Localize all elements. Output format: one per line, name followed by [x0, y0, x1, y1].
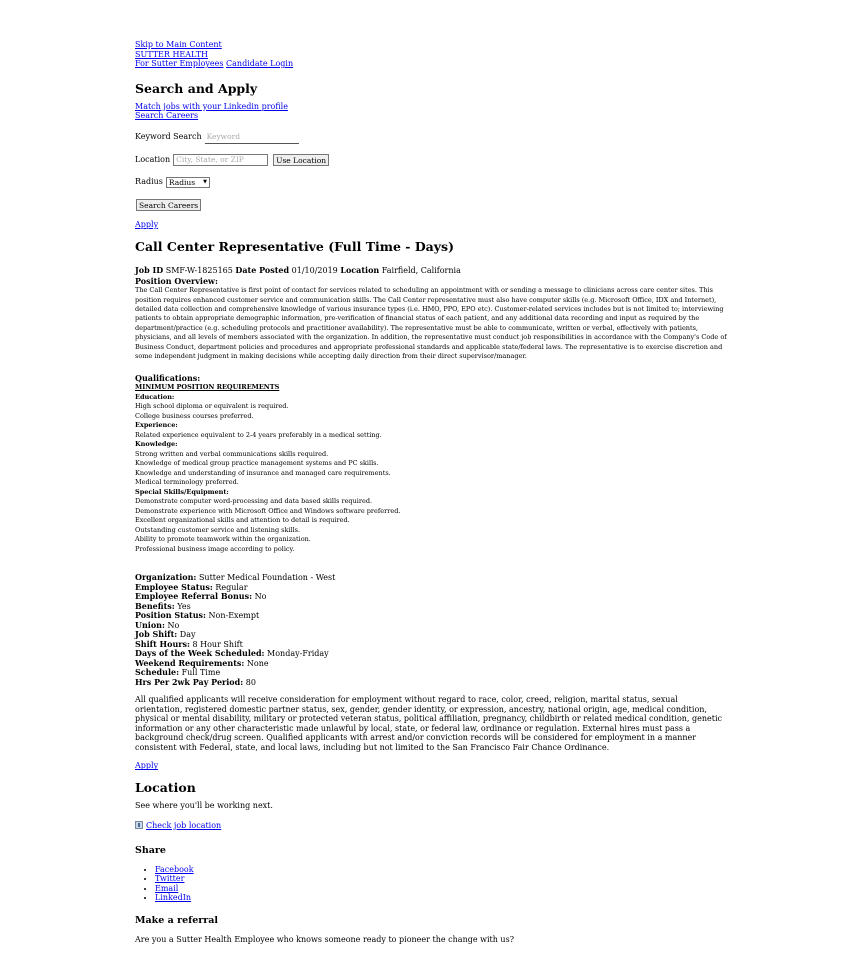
list-item: Outstanding customer service and listening skills.: [135, 525, 301, 534]
share-linkedin-link[interactable]: LinkedIn: [155, 893, 192, 903]
knowledge-label: Knowledge:: [135, 440, 178, 449]
detail-row: Position Status: Non-Exempt: [135, 610, 260, 621]
detail-row: Schedule: Full Time: [135, 667, 221, 678]
list-item: Knowledge and understanding of insurance and managed care requirements.: [135, 468, 391, 477]
candidate-login-link[interactable]: Candidate Login: [226, 59, 294, 68]
job-details: [135, 573, 727, 687]
job-location: Fairfield, California: [381, 266, 461, 276]
detail-row: Employee Status: Regular: [135, 581, 248, 592]
location-row: [135, 154, 727, 166]
search-careers-link[interactable]: Search Careers: [135, 111, 199, 120]
check-location-link[interactable]: [135, 821, 727, 831]
overview-heading: Position Overview:: [135, 276, 218, 287]
referral-text: Are you a Sutter Health Employee who knows someone ready to pioneer the change with us?: [135, 934, 514, 944]
top-nav: [135, 40, 727, 69]
brand-link[interactable]: SUTTER HEALTH: [135, 49, 209, 59]
detail-row: Benefits: Yes: [135, 600, 191, 611]
min-requirements: MINIMUM POSITION REQUIREMENTS: [135, 383, 280, 392]
detail-row: Organization: Sutter Medical Foundation - West: [135, 572, 336, 583]
location-label: Location: [135, 154, 171, 164]
date-posted-label: Date Posted: [235, 265, 290, 276]
map-icon: [135, 821, 143, 829]
qualifications-heading: Qualifications:: [135, 373, 201, 384]
share-facebook-link[interactable]: Facebook: [155, 864, 194, 874]
eeo-statement: All qualified applicants will receive consideration for employment without regard to race, color, creed, religion, marital status, sexual orientation, registered domestic partner status, sex, gender, gender identity, or expression, ancestry, national origin, age, medical condition, physical or mental disability, military or protected veteran status, political affiliation, pregnancy, childbirth or related medical condition, genetic information or any other characteristic made unlawful by local, state, or federal law, ordinance or regulation. External hires must pass a background check/drug screen. Qualified applicants with arrest and/or conviction records will be considered for employment in a manner consistent with Federal, state, and local laws, including but not limited to the San Francisco Fair Chance Ordinance.: [135, 695, 722, 752]
detail-row: Hrs Per 2wk Pay Period: 80: [135, 676, 256, 687]
skip-link[interactable]: Skip to Main Content: [135, 40, 222, 49]
keyword-row: [135, 131, 727, 144]
date-posted: 01/10/2019: [291, 266, 338, 276]
job-id-label: Job ID: [135, 265, 164, 276]
job-meta: [135, 265, 727, 276]
list-item: College business courses preferred.: [135, 411, 254, 420]
overview-text: The Call Center Representative is first point of contact for services related to scheduling an appointment with or sending a message to clinicians across care center sites. This position requires enhanced customer service and communication skills. The Call Center representative must also have computer skills (e.g. Microsoft Office, IDX and Internet), detailed data collection and comprehensive knowledge of various insurance types (i.e. HMO, PPO, EPO etc). Customer-related services includes but is not limited to; interviewing patients to obtain appropriate demographic information, pre-verification of financial status of each patient, and any additional data recording and input as required by the department/practice (e.g. scheduling protocols and practitioner availability). The representative must be able to communicate, written or verbal, effectively with patients, physicians, and all levels of members associated with the organization. In addition, the representative must conduct job responsibilities in accordance with the Company's Code of Business Conduct, department policies and procedures and appropriate professional standards and applicable state/federal laws. The representative is to exercise discretion and some independent judgment in making decisions while accepting daily direction from their direct supervisor/manager.: [135, 286, 727, 360]
search-button-row: [135, 199, 727, 211]
location-heading: Location: [135, 779, 196, 795]
radius-label: Radius: [135, 177, 163, 187]
share-heading: Share: [135, 845, 166, 857]
list-item: Ability to promote teamwork within the organization.: [135, 535, 311, 544]
check-location-label: Check job location: [146, 820, 222, 830]
keyword-input[interactable]: [205, 131, 299, 144]
detail-row: Shift Hours: 8 Hour Shift: [135, 638, 243, 649]
detail-row: Union: No: [135, 619, 180, 630]
location-meta-label: Location: [340, 265, 380, 276]
list-item: High school diploma or equivalent is required.: [135, 402, 289, 411]
list-item: Demonstrate computer word-processing and data based skills required.: [135, 497, 373, 506]
share-email-link[interactable]: Email: [155, 883, 179, 893]
linkedin-match-link[interactable]: Match jobs with your Linkedin profile: [135, 101, 288, 111]
detail-row: Weekend Requirements: None: [135, 657, 269, 668]
qualifications-list: [135, 393, 727, 555]
list-item: Knowledge of medical group practice management systems and PC skills.: [135, 459, 379, 468]
job-id: SMF-W-1825165: [165, 266, 233, 276]
detail-row: Days of the Week Scheduled: Monday-Friday: [135, 648, 329, 659]
detail-row: Employee Referral Bonus: No: [135, 591, 267, 602]
education-label: Education:: [135, 392, 175, 401]
list-item: Strong written and verbal communications skills required.: [135, 449, 329, 458]
search-links: [135, 102, 727, 121]
list-item: Related experience equivalent to 2-4 years preferably in a medical setting.: [135, 430, 382, 439]
list-item: Excellent organizational skills and attention to detail is required.: [135, 516, 350, 525]
apply-link-top[interactable]: Apply: [135, 219, 159, 229]
detail-row: Job Shift: Day: [135, 629, 196, 640]
share-twitter-link[interactable]: Twitter: [155, 874, 185, 884]
experience-label: Experience:: [135, 421, 178, 430]
radius-select[interactable]: [166, 177, 210, 188]
keyword-label: Keyword Search: [135, 132, 202, 142]
use-location-button[interactable]: Use Location: [273, 154, 329, 166]
content: [135, 40, 727, 945]
apply-link-bottom[interactable]: Apply: [135, 761, 159, 771]
search-careers-button[interactable]: Search Careers: [136, 199, 201, 211]
referral-heading: Make a referral: [135, 914, 219, 926]
list-item: Professional business image according to policy.: [135, 544, 295, 553]
location-input[interactable]: [173, 154, 268, 166]
share-list: [135, 865, 727, 903]
job-title: Call Center Representative (Full Time - Days): [135, 239, 454, 255]
skills-label: Special Skills/Equipment:: [135, 487, 229, 496]
chevron-down-icon: ▼: [203, 179, 207, 185]
radius-row: [135, 177, 727, 188]
location-description: See where you'll be working next.: [135, 800, 273, 810]
radius-value: Radius: [168, 177, 196, 187]
list-item: Demonstrate experience with Microsoft Office and Windows software preferred.: [135, 506, 401, 515]
search-title: Search and Apply: [135, 80, 258, 96]
employees-link[interactable]: For Sutter Employees: [135, 59, 224, 68]
list-item: Medical terminology preferred.: [135, 478, 239, 487]
